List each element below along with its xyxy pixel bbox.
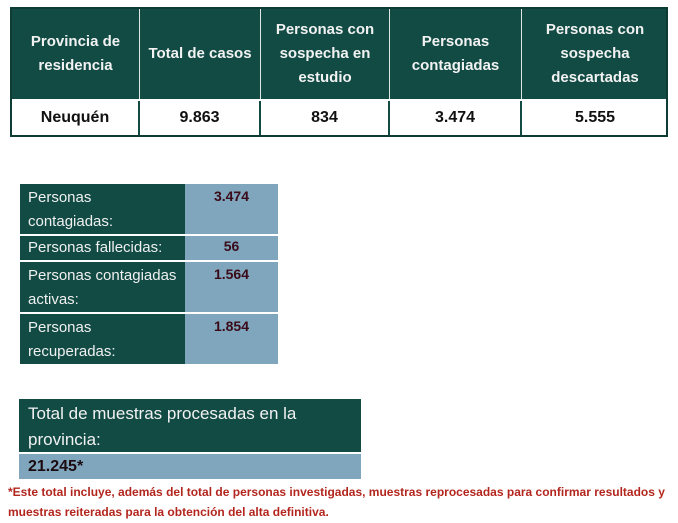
stat-value: 1.564 [185,262,278,312]
stat-label: Personas fallecidas: [20,236,185,260]
stat-row-activas [20,262,278,314]
stat-row-contagiadas [20,184,278,236]
cases-summary-table [10,7,668,137]
header-sospecha-estudio: Personas con sospecha en estudio [261,9,390,99]
stats-table [20,184,278,366]
stat-label: Personas contagiadas activas: [20,262,185,312]
table-header-row [12,9,666,99]
table-row [12,101,666,135]
stat-value: 3.474 [185,184,278,234]
stat-row-fallecidas [20,236,278,262]
total-samples-label: Total de muestras procesadas en la provincia: [19,399,361,452]
header-total-casos: Total de casos [140,9,261,99]
header-provincia: Provincia de residencia [12,9,140,99]
total-samples-value: 21.245* [19,452,361,479]
footnote: *Este total incluye, además del total de personas investigadas, muestras reprocesadas para confirmar resultados y muestras reiteradas para la obtención del alta definitiva. [8,485,665,519]
cell-sospecha-descartadas: 5.555 [574,109,616,126]
stat-label: Personas contagiadas: [20,184,185,234]
cell-total-casos: 9.863 [140,101,261,135]
stat-value: 56 [185,236,278,260]
stat-row-recuperadas [20,314,278,366]
header-contagiadas: Personas contagiadas [390,9,522,99]
cell-provincia: Neuquén [12,101,140,135]
total-samples-box [19,399,361,479]
stat-label: Personas recuperadas: [20,314,185,364]
header-sospecha-descartadas: Personas con sospecha descartadas [545,21,645,86]
cell-sospecha-estudio: 834 [261,101,390,135]
stat-value: 1.854 [185,314,278,364]
cell-contagiadas: 3.474 [390,101,522,135]
